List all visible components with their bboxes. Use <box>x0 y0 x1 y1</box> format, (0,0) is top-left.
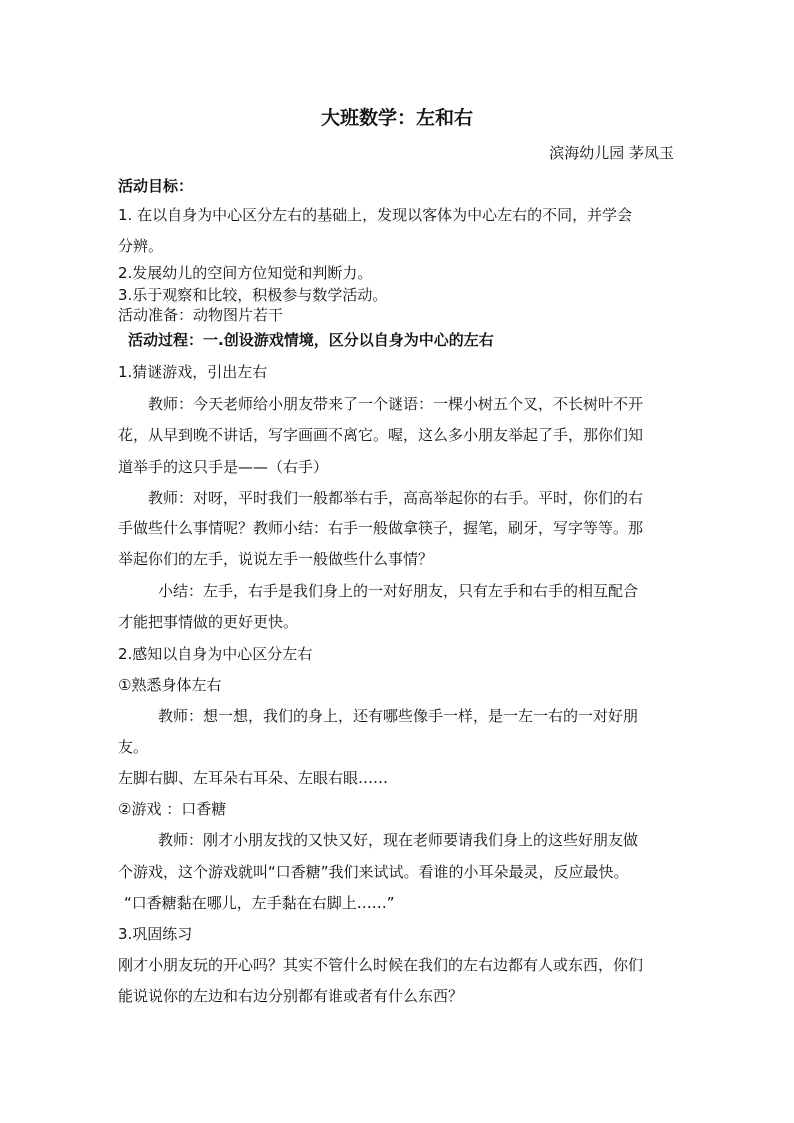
text-line: 分辨。 <box>118 237 164 255</box>
author-line: 滨海幼儿园 茅凤玉 <box>549 144 674 162</box>
text-line: 举起你们的左手，说说左手一般做些什么事情？ <box>118 550 434 568</box>
text-line: 教师：想一想，我们的身上，还有哪些像手一样，是一左一右的一对好朋 <box>158 707 639 725</box>
text-line: 2.发展幼儿的空间方位知觉和判断力。 <box>118 264 373 282</box>
text-line: 道举手的这只手是——（右手） <box>118 458 329 476</box>
text-line: 1. 在以自身为中心区分左右的基础上，发现以客体为中心左右的不同，并学会 <box>118 206 633 224</box>
text-line: 才能把事情做的更好更快。 <box>118 613 299 631</box>
text-line: 3.巩固练习 <box>118 925 193 943</box>
document-title: 大班数学：左和右 <box>320 107 473 129</box>
text-line: 手做些什么事情呢？教师小结：右手一般做拿筷子，握笔，刷牙，写字等等。那 <box>118 519 644 537</box>
section-heading-goals: 活动目标： <box>118 177 194 195</box>
text-line: 教师：刚才小朋友找的又快又好，现在老师要请我们身上的这些好朋友做 <box>158 831 639 849</box>
text-line: 友。 <box>118 738 149 756</box>
text-line: ①熟悉身体左右 <box>118 676 222 694</box>
text-line: 教师：对呀，平时我们一般都举右手，高高举起你的右手。平时，你们的右 <box>148 489 644 507</box>
text-line: 刚才小朋友玩的开心吗？其实不管什么时候在我们的左右边都有人或东西，你们 <box>118 956 644 974</box>
text-line: “口香糖黏在哪儿，左手黏在右脚上……” <box>124 894 395 912</box>
text-line: 能说说你的左边和右边分别都有谁或者有什么东西？ <box>118 987 464 1005</box>
text-line: 小结：左手，右手是我们身上的一对好朋友，只有左手和右手的相互配合 <box>158 582 639 600</box>
text-line: 个游戏，这个游戏就叫“口香糖”我们来试试。看谁的小耳朵最灵，反应最快。 <box>118 863 629 881</box>
text-line: 花，从早到晚不讲话，写字画画不离它。喔，这么多小朋友举起了手，那你们知 <box>118 426 644 444</box>
text-line: 教师：今天老师给小朋友带来了一个谜语：一棵小树五个叉，不长树叶不开 <box>148 395 644 413</box>
section-heading-process: 活动过程：一.创设游戏情境，区分以自身为中心的左右 <box>128 331 494 349</box>
text-line: 活动准备：动物图片若干 <box>118 306 284 324</box>
text-line: ②游戏 ：口香糖 <box>118 800 227 818</box>
text-line: 2.感知以自身为中心区分左右 <box>118 645 313 663</box>
text-line: 左脚右脚、左耳朵右耳朵、左眼右眼…… <box>118 769 389 787</box>
text-line: 3.乐于观察和比较，积极参与数学活动。 <box>118 286 388 304</box>
text-line: 1.猜谜游戏，引出左右 <box>118 363 268 381</box>
